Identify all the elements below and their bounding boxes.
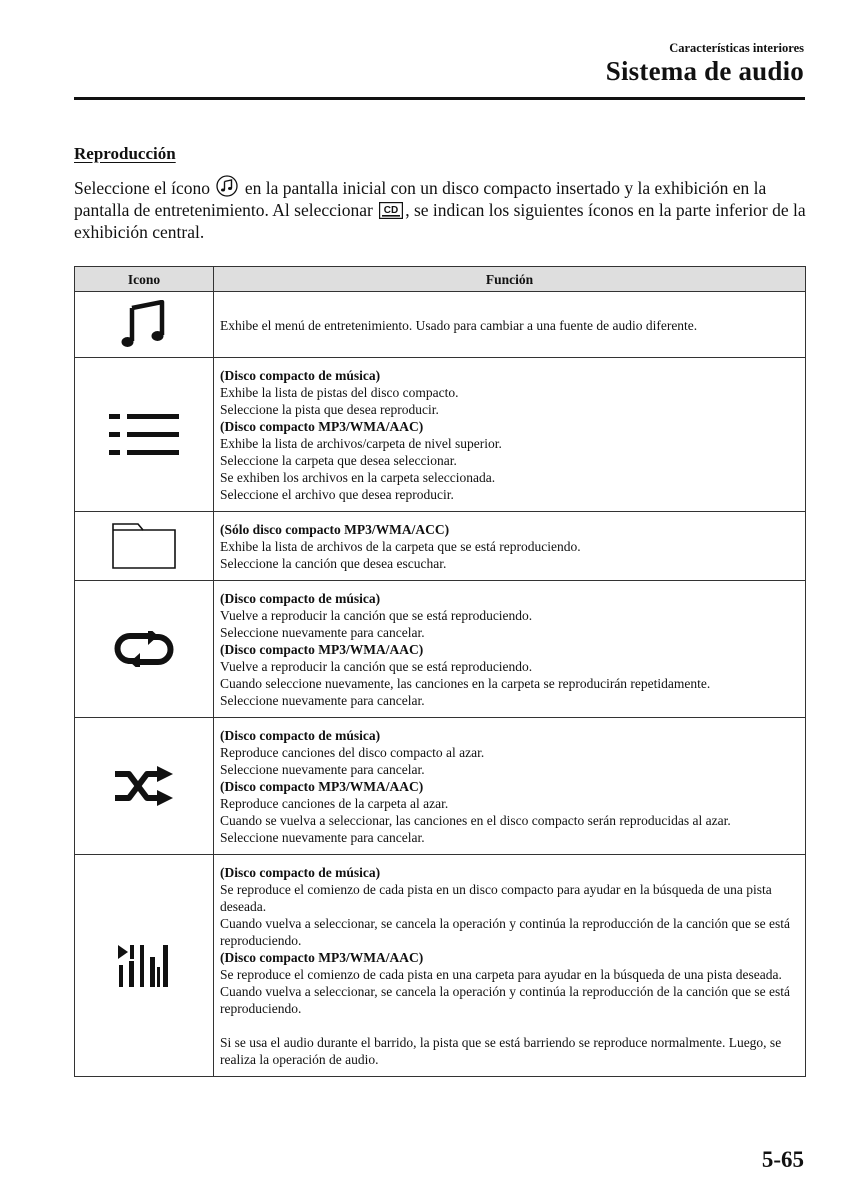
function-line: (Disco compacto MP3/WMA/AAC): [220, 950, 424, 965]
music-note-icon: [75, 300, 213, 350]
function-cell: [214, 855, 806, 1077]
function-cell: [214, 358, 806, 512]
icon-cell: [75, 292, 214, 358]
function-line: Exhibe la lista de archivos/carpeta de nivel superior.: [220, 436, 502, 451]
repeat-icon: [75, 631, 213, 667]
function-line: Cuando vuelva a seleccionar, se cancela la operación y continúa la reproducción de la canción que se está reproduciendo.: [220, 984, 790, 1016]
function-cell: [214, 581, 806, 718]
chapter-section-label: Características interiores: [669, 41, 804, 55]
header-function: Función: [214, 267, 806, 292]
cd-button-icon: [379, 202, 403, 219]
function-cell: [214, 512, 806, 581]
music-circle-icon: [216, 175, 238, 197]
table-row: [75, 292, 806, 358]
function-line: Vuelve a reproducir la canción que se está reproduciendo.: [220, 659, 533, 674]
page-title: Sistema de audio: [605, 56, 804, 86]
function-line: (Disco compacto de música): [220, 865, 381, 880]
function-line: Seleccione nuevamente para cancelar.: [220, 693, 425, 708]
table-header-row: [75, 267, 806, 292]
function-line: (Disco compacto MP3/WMA/AAC): [220, 642, 424, 657]
function-line: Seleccione nuevamente para cancelar.: [220, 625, 425, 640]
function-line: Exhibe la lista de pistas del disco compacto.: [220, 385, 459, 400]
icon-cell: [75, 855, 214, 1077]
header-icon: Icono: [75, 267, 214, 292]
function-line: Cuando se vuelva a seleccionar, las canciones en el disco compacto serán reproducidas al azar.: [220, 813, 731, 828]
function-line: (Disco compacto de música): [220, 728, 381, 743]
function-line: Reproduce canciones de la carpeta al azar.: [220, 796, 449, 811]
function-line: Exhibe la lista de archivos de la carpeta que se está reproduciendo.: [220, 539, 581, 554]
icon-cell: [75, 512, 214, 581]
function-line: Seleccione la pista que desea reproducir.: [220, 402, 439, 417]
function-line: Reproduce canciones del disco compacto al azar.: [220, 745, 485, 760]
page-number: 5-65: [761, 1147, 804, 1172]
scan-icon: [75, 945, 213, 987]
table-row: [75, 718, 806, 855]
table-row: [75, 581, 806, 718]
table-row: [75, 855, 806, 1077]
function-line: Se reproduce el comienzo de cada pista en una carpeta para ayudar en la búsqueda de una pista deseada.: [220, 967, 782, 982]
intro-text-part1: Seleccione el ícono: [74, 178, 211, 198]
icon-cell: [75, 718, 214, 855]
function-line: Se reproduce el comienzo de cada pista en un disco compacto para ayudar en la búsqueda de una pista deseada.: [220, 882, 772, 914]
function-line: (Disco compacto de música): [220, 368, 381, 383]
function-line: Seleccione la carpeta que desea seleccionar.: [220, 453, 457, 468]
table-row: [75, 512, 806, 581]
function-line: Si se usa el audio durante el barrido, la pista que se está barriendo se reproduce normalmente. Luego, se realiza la operación de audio.: [220, 1035, 782, 1067]
function-cell: [214, 292, 806, 358]
cd-label: CD: [383, 205, 399, 216]
function-line: Cuando vuelva a seleccionar, se cancela la operación y continúa la reproducción de la canción que se está reproduciendo.: [220, 916, 790, 948]
icon-cell: [75, 358, 214, 512]
function-line: Seleccione nuevamente para cancelar.: [220, 762, 425, 777]
function-line: Seleccione el archivo que desea reproducir.: [220, 487, 454, 502]
function-line: Se exhiben los archivos en la carpeta seleccionada.: [220, 470, 496, 485]
paragraph-gap: [220, 1017, 797, 1034]
function-table: [74, 266, 806, 1077]
function-line: Vuelve a reproducir la canción que se está reproduciendo.: [220, 608, 533, 623]
intro-text-part3: , se indican los siguientes íconos en la parte inferior de la exhibición central.: [74, 200, 806, 242]
shuffle-icon: [75, 766, 213, 806]
intro-paragraph: [74, 175, 809, 243]
list-icon: [75, 414, 213, 456]
function-line: (Sólo disco compacto MP3/WMA/ACC): [220, 522, 450, 537]
function-line: (Disco compacto de música): [220, 591, 381, 606]
function-line: Seleccione nuevamente para cancelar.: [220, 830, 425, 845]
function-line: Exhibe el menú de entretenimiento. Usado para cambiar a una fuente de audio diferente.: [220, 317, 698, 333]
function-cell: [214, 718, 806, 855]
function-line: (Disco compacto MP3/WMA/AAC): [220, 779, 424, 794]
function-line: (Disco compacto MP3/WMA/AAC): [220, 419, 424, 434]
table-row: [75, 358, 806, 512]
folder-icon: [75, 523, 213, 569]
icon-cell: [75, 581, 214, 718]
header-divider: [74, 97, 805, 100]
section-heading: Reproducción: [74, 144, 176, 163]
function-line: Cuando seleccione nuevamente, las canciones en la carpeta se reproducirán repetidamente.: [220, 676, 711, 691]
intro-text-part2: en la pantalla inicial con un disco compacto insertado y la exhibición en la pantalla de entretenimiento. Al seleccionar: [74, 178, 767, 220]
function-line: Seleccione la canción que desea escuchar.: [220, 556, 447, 571]
